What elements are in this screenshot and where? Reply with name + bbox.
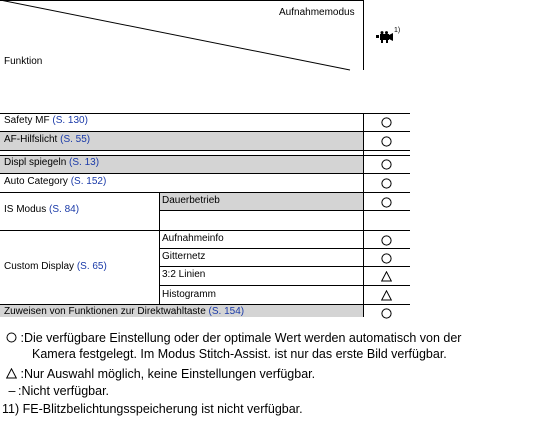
row-zuweisen: Zuweisen von Funktionen zur Direktwahltaste (S. 154): [4, 306, 245, 317]
movie-camera-icon: [376, 27, 402, 44]
row-auto-category: Auto Category (S. 152): [4, 176, 107, 187]
available-circle-icon: [381, 235, 392, 246]
legend-footnote: 11) FE-Blitzbelichtungsspeicherung ist nicht verfügbar.: [2, 402, 303, 416]
row-custom-display: Custom Display (S. 65): [4, 261, 107, 272]
mode-label: Aufnahmemodus: [279, 7, 355, 18]
triangle-icon: [6, 368, 17, 379]
available-circle-icon: [381, 308, 392, 319]
page-ref-link[interactable]: (S. 154): [208, 306, 245, 317]
page-ref-link[interactable]: (S. 65): [76, 261, 107, 272]
selection-only-triangle-icon: [381, 271, 392, 282]
sub-dauerbetrieb: Dauerbetrieb: [162, 195, 220, 206]
available-circle-icon: [381, 136, 392, 147]
page-ref-link[interactable]: (S. 13): [69, 157, 100, 168]
sub-histogramm: Histogramm: [162, 289, 216, 300]
row-af-hilfslicht: AF-Hilfslicht (S. 55): [4, 134, 91, 145]
page-ref-link[interactable]: (S. 84): [49, 204, 80, 215]
legend-circle: :Die verfügbare Einstellung oder der optimale Wert werden automatisch von der: [6, 331, 461, 346]
dash-icon: –: [8, 384, 16, 398]
available-circle-icon: [381, 159, 392, 170]
available-circle-icon: [381, 117, 392, 128]
row-safety-mf: Safety MF (S. 130): [4, 115, 88, 126]
legend-dash: – :Nicht verfügbar.: [6, 384, 109, 399]
legend-triangle: :Nur Auswahl möglich, keine Einstellungen verfügbar.: [6, 367, 315, 382]
page-ref-link[interactable]: (S. 130): [52, 115, 88, 126]
selection-only-triangle-icon: [381, 290, 392, 301]
available-circle-icon: [381, 253, 392, 264]
function-label: Funktion: [4, 56, 43, 67]
row-is-modus: IS Modus (S. 84): [4, 204, 80, 215]
row-displ-spiegeln: Displ spiegeln (S. 13): [4, 157, 100, 168]
page-ref-link[interactable]: (S. 55): [60, 134, 91, 145]
sub-32-linien: 3:2 Linien: [162, 269, 206, 280]
sub-gitternetz: Gitternetz: [162, 251, 206, 262]
page-ref-link[interactable]: (S. 152): [70, 176, 107, 187]
mode-footnote: 1): [394, 27, 401, 34]
circle-icon: [6, 332, 17, 343]
available-circle-icon: [381, 178, 392, 189]
sub-aufnahmeinfo: Aufnahmeinfo: [162, 233, 224, 244]
available-circle-icon: [381, 197, 392, 208]
legend-circle-cont: Kamera festgelegt. Im Modus Stitch-Assist. ist nur das erste Bild verfügbar.: [32, 347, 447, 361]
